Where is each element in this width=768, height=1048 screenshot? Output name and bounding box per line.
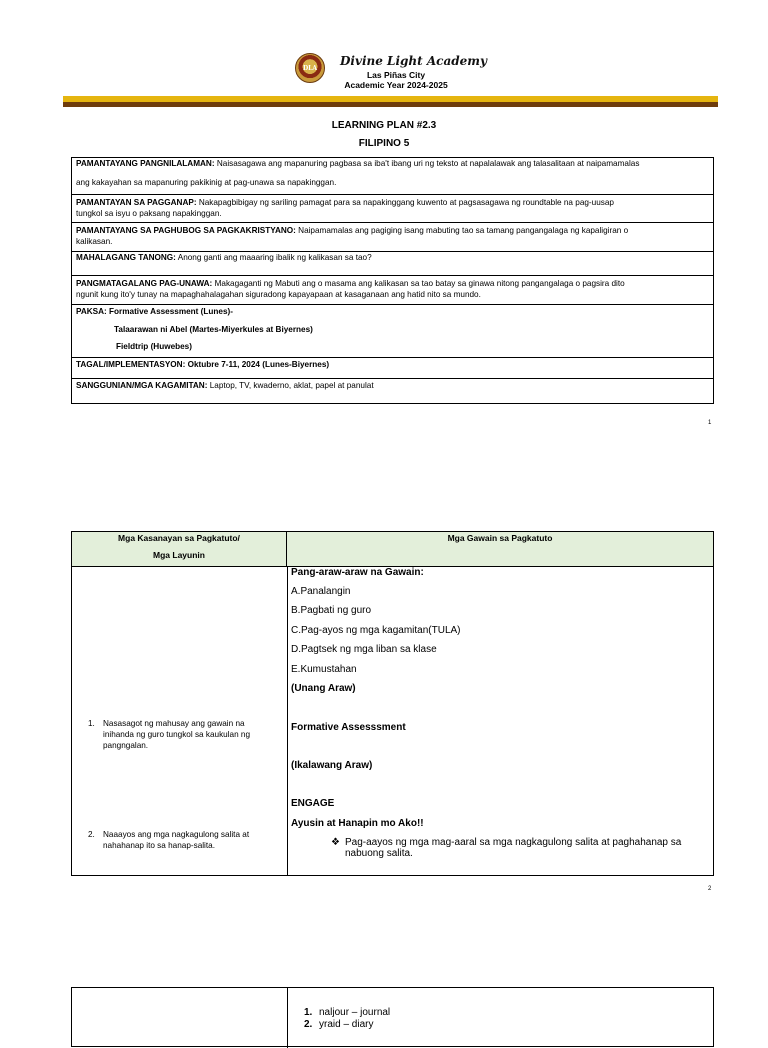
objective-item (88, 829, 278, 851)
column-divider (287, 988, 288, 1048)
info-label: PAMANTAYANG SA PAGHUBOG SA PAGKAKRISTYANO: (76, 226, 296, 235)
daily-item: E.Kumustahan (291, 664, 357, 675)
activities-header (287, 532, 713, 567)
objective-line: pangngalan. (103, 741, 149, 750)
objective-number: 1. (88, 719, 95, 728)
info-text: tungkol sa isyu o paksang napakinggan. (76, 209, 222, 218)
list-number: 1. (304, 1007, 313, 1018)
info-row-references (72, 379, 713, 403)
game-title: Ayusin at Hanapin mo Ako!! (291, 818, 424, 829)
academic-year: Academic Year 2024-2025 (344, 80, 448, 90)
standards-table (71, 157, 714, 404)
objective-line: Naaayos ang mga nagkagulong salita at (103, 830, 250, 839)
objective-item (88, 718, 278, 751)
daily-item: A.Panalangin (291, 586, 351, 597)
info-label: PAMANTAYANG PANGNILALAMAN: (76, 159, 215, 168)
info-row-enduring-understanding (72, 276, 713, 305)
info-text: Talaarawan ni Abel (Martes-Miyerkules at Biyernes) (114, 325, 313, 334)
info-row-performance-standard (72, 195, 713, 223)
bullet-text (345, 837, 710, 859)
column-divider (287, 567, 288, 875)
info-row-duration (72, 358, 713, 379)
objective-number: 2. (88, 830, 95, 839)
info-label: PAKSA: (76, 307, 107, 316)
info-row-topic (72, 305, 713, 358)
objective-line: nahahanap ito sa hanap-salita. (103, 841, 215, 850)
activities-table (71, 531, 714, 876)
objective-line: Nasasagot ng mahusay ang gawain na (103, 719, 245, 728)
objectives-header-line2: Mga Layunin (153, 550, 205, 560)
info-text: Naisasagawa ang mapanuring pagbasa sa iba't ibang uri ng teksto at napalalawak ang talasalitaan at naipamamalas (214, 159, 640, 168)
info-text: Nakapagbibigay ng sariling pamagat para sa napakinggang kuwento at pagsasagawa ng roundtable na pag-uusap (196, 198, 614, 207)
info-label: PANGMATAGALANG PAG-UNAWA: (76, 279, 213, 288)
daily-item: D.Pagtsek ng mga liban sa klase (291, 644, 437, 655)
info-text: Formative Assessment (Lunes)- (106, 307, 233, 316)
plan-subject: FILIPINO 5 (358, 138, 410, 149)
info-label: PAMANTAYAN SA PAGGANAP: (76, 198, 197, 207)
info-text: Naipamamalas ang pagiging isang mabuting tao sa tamang pangangalaga ng kapaligiran o (295, 226, 629, 235)
info-label: MAHALAGANG TANONG: (76, 253, 176, 262)
info-row-essential-question (72, 252, 713, 276)
bullet-line: Pag-aayos ng mga mag-aaral sa mga nagkagulong salita at paghahanap sa (345, 837, 682, 848)
info-text: Anong ganti ang maaaring ibalik ng kalikasan sa tao? (175, 253, 372, 262)
school-logo (295, 53, 325, 83)
activities-header-text: Mga Gawain sa Pagkatuto (447, 533, 553, 543)
list-item: yraid – diary (319, 1019, 374, 1030)
school-name: Divine Light Academy (340, 54, 487, 68)
formative-label: Formative Assesssment (291, 722, 406, 733)
engage-label: ENGAGE (291, 798, 335, 809)
info-text: ngunit kung ito'y tunay na mapaghahalagahan siguradong kapayapaan at kasaganaan ang hatid nito sa mundo. (76, 290, 481, 299)
list-item: naljour – journal (319, 1007, 391, 1018)
info-text: Fieldtrip (Huwebes) (116, 342, 192, 351)
bullet-line: nabuong salita. (345, 848, 413, 859)
school-city: Las Piñas City (366, 70, 426, 80)
info-text: kalikasan. (76, 237, 113, 246)
daily-item: B.Pagbati ng guro (291, 605, 372, 616)
daily-routine-title: Pang-araw-araw na Gawain: (291, 567, 424, 578)
bullet-diamond-icon: ❖ (331, 837, 340, 848)
info-label: SANGGUNIAN/MGA KAGAMITAN: (76, 381, 208, 390)
list-number: 2. (304, 1019, 313, 1030)
logo-text: DLA (302, 64, 318, 72)
plan-title: LEARNING PLAN #2.3 (331, 120, 437, 131)
objectives-header (72, 532, 287, 567)
activities-table-continued (71, 987, 714, 1047)
info-text: ang kakayahan sa mapanuring pakikinig at pag-unawa sa napakinggan. (76, 178, 337, 187)
daily-item: C.Pag-ayos ng mga kagamitan(TULA) (291, 625, 461, 636)
day-one-label: (Unang Araw) (291, 683, 356, 694)
info-row-content-standard (72, 158, 713, 195)
info-text: Laptop, TV, kwaderno, aklat, papel at panulat (207, 381, 374, 390)
info-row-christian-formation (72, 223, 713, 252)
page-number: 2 (708, 886, 712, 892)
objective-line: inihanda ng guro tungkol sa kaukulan ng (103, 730, 251, 739)
info-text: Makagaganti ng Mabuti ang o masama ang kalikasan sa tao batay sa ginawa nitong pangangalaga o pagsira dito (212, 279, 625, 288)
day-two-label: (Ikalawang Araw) (291, 760, 373, 771)
objectives-header-line1: Mga Kasanayan sa Pagkatuto/ (118, 533, 240, 543)
page-number: 1 (708, 420, 712, 426)
header-brown-bar (63, 102, 718, 107)
info-label: TAGAL/IMPLEMENTASYON: Oktubre 7-11, 2024 (Lunes-Biyernes) (76, 360, 330, 369)
